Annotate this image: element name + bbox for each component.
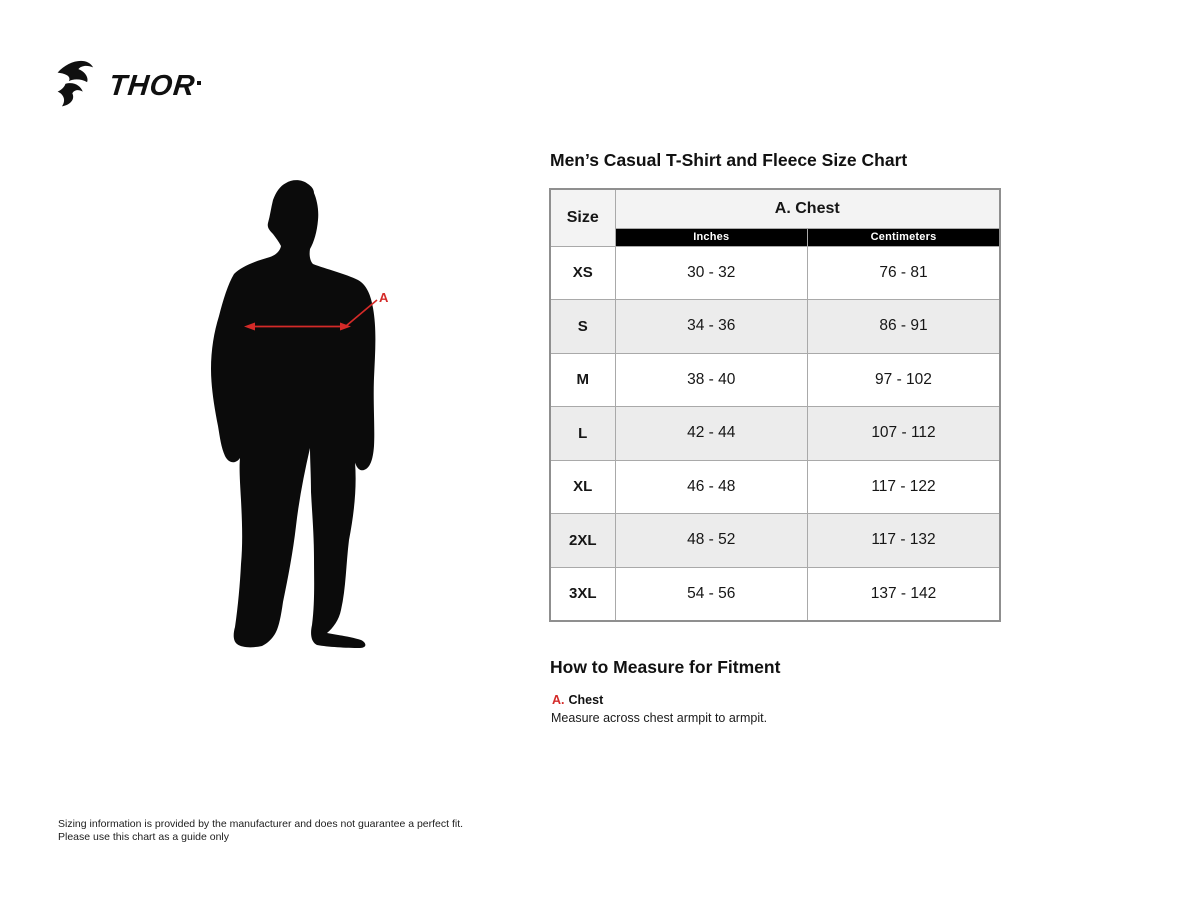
centimeters-cell: 76 - 81	[808, 246, 1001, 300]
size-cell: 2XL	[550, 514, 615, 568]
disclaimer-line-1: Sizing information is provided by the manufacturer and does not guarantee a perfect fit.	[58, 818, 464, 830]
size-cell: M	[550, 353, 615, 407]
measure-item-label	[552, 693, 603, 707]
table-row	[550, 460, 1000, 514]
measure-item-name: Chest	[568, 693, 604, 707]
chest-group-header: A. Chest	[615, 189, 1000, 228]
thor-goat-icon	[55, 58, 107, 108]
table-row	[550, 567, 1000, 621]
inches-cell: 46 - 48	[615, 460, 808, 514]
chest-marker-label: A	[379, 290, 389, 305]
centimeters-cell: 137 - 142	[808, 567, 1001, 621]
inches-cell: 34 - 36	[615, 300, 808, 354]
centimeters-cell: 107 - 112	[808, 407, 1001, 461]
table-row	[550, 246, 1000, 300]
centimeters-cell: 117 - 132	[808, 514, 1001, 568]
inches-cell: 30 - 32	[615, 246, 808, 300]
size-cell: XL	[550, 460, 615, 514]
table-row	[550, 407, 1000, 461]
table-row	[550, 300, 1000, 354]
inches-cell: 38 - 40	[615, 353, 808, 407]
size-cell: 3XL	[550, 567, 615, 621]
measure-item-description: Measure across chest armpit to armpit.	[551, 711, 768, 725]
table-row	[550, 514, 1000, 568]
table-header-row	[550, 189, 1000, 228]
table-unit-row	[550, 228, 1000, 246]
thor-logo	[55, 58, 201, 108]
inches-cell: 42 - 44	[615, 407, 808, 461]
inches-cell: 48 - 52	[615, 514, 808, 568]
centimeters-cell: 97 - 102	[808, 353, 1001, 407]
thor-wordmark: THOR	[107, 69, 197, 102]
measure-item-key: A.	[552, 693, 565, 707]
male-silhouette-diagram	[180, 150, 440, 730]
how-to-measure-heading: How to Measure for Fitment	[550, 657, 781, 677]
size-chart-table	[549, 188, 1001, 622]
page-title: Men’s Casual T-Shirt and Fleece Size Chart	[550, 150, 908, 170]
size-cell: L	[550, 407, 615, 461]
size-cell: S	[550, 300, 615, 354]
logo-trademark-dot	[197, 81, 201, 85]
centimeters-cell: 86 - 91	[808, 300, 1001, 354]
size-cell: XS	[550, 246, 615, 300]
table-row	[550, 353, 1000, 407]
disclaimer-line-2: Please use this chart as a guide only	[58, 830, 230, 843]
centimeters-column-header: Centimeters	[808, 228, 1001, 246]
centimeters-cell: 117 - 122	[808, 460, 1001, 514]
inches-cell: 54 - 56	[615, 567, 808, 621]
sizing-disclaimer	[58, 818, 463, 843]
size-column-header: Size	[550, 189, 615, 246]
inches-column-header: Inches	[615, 228, 808, 246]
